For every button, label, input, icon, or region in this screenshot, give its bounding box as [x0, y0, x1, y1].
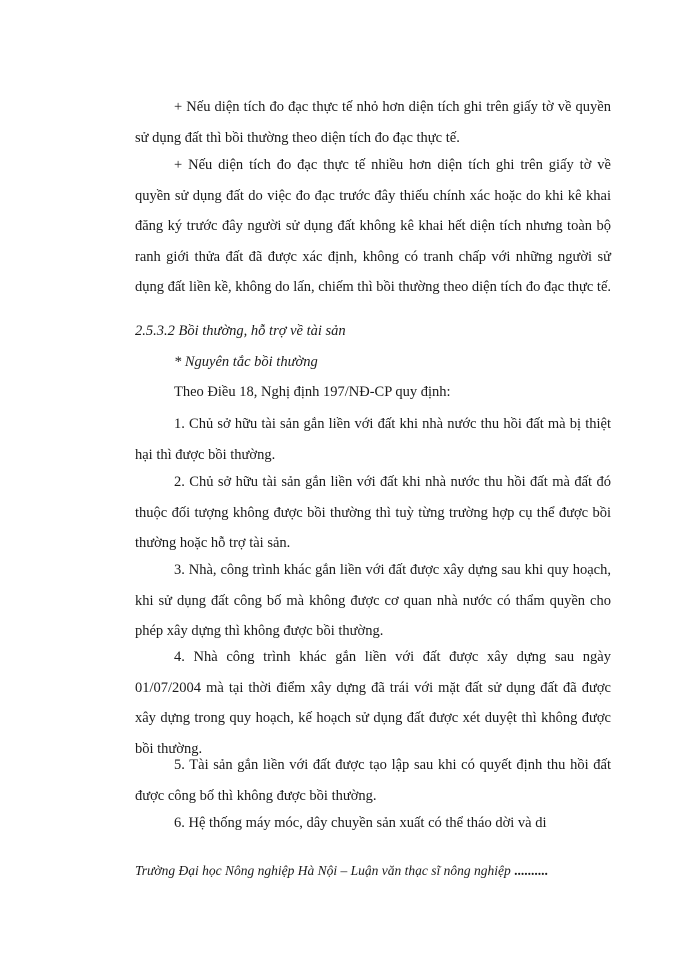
list-item-3: 3. Nhà, công trình khác gắn liền với đất được xây dựng sau khi quy hoạch, khi sử dụng đất công bố mà không được cơ quan nhà nước có thẩm quyền cho phép xây dựng thì không được bồi thường. — [135, 562, 611, 639]
footer-text: Trường Đại học Nông nghiệp Hà Nội – Luận văn thạc sĩ nông nghiệp — [135, 863, 515, 878]
list-item-2: 2. Chủ sở hữu tài sản gắn liền với đất khi nhà nước thu hồi đất mà đất đó thuộc đối tượng không được bồi thường thì tuỳ từng trường hợp cụ thể được bồi thường hoặc hỗ trợ tài sản. — [135, 474, 611, 551]
list-item-1: 1. Chủ sở hữu tài sản gắn liền với đất khi nhà nước thu hồi đất mà bị thiệt hại thì được bồi thường. — [135, 416, 611, 463]
decree-reference: Theo Điều 18, Nghị định 197/NĐ-CP quy định: — [174, 384, 451, 400]
list-item-5: 5. Tài sản gắn liền với đất được tạo lập sau khi có quyết định thu hồi đất được công bố thì không được bồi thường. — [135, 757, 611, 804]
list-item-6: 6. Hệ thống máy móc, dây chuyền sản xuất có thể tháo dời và di — [174, 815, 547, 831]
footer-dots: .......... — [514, 863, 548, 878]
page-footer — [135, 863, 548, 879]
list-item-4: 4. Nhà công trình khác gắn liền với đất được xây dựng sau ngày 01/07/2004 mà tại thời điểm xây dựng đã trái với mặt đất sử dụng đất đã được xây dựng trong quy hoạch, kế hoạch sử dụng đất được xét duyệt thì không được bồi thường. — [135, 649, 611, 757]
paragraph-area-smaller: + Nếu diện tích đo đạc thực tế nhỏ hơn diện tích ghi trên giấy tờ về quyền sử dụng đất thì bồi thường theo diện tích đo đạc thực tế. — [135, 99, 611, 146]
section-heading: 2.5.3.2 Bồi thường, hỗ trợ về tài sản — [135, 323, 346, 339]
sub-heading: * Nguyên tắc bồi thường — [174, 354, 318, 370]
paragraph-area-larger: + Nếu diện tích đo đạc thực tế nhiều hơn diện tích ghi trên giấy tờ về quyền sử dụng đất do việc đo đạc trước đây thiếu chính xác hoặc do khi kê khai đăng ký trước đây người sử dụng đất không kê khai hết diện tích nhưng toàn bộ ranh giới thửa đất đã được xác định, không có tranh chấp với những người sử dụng đất liền kề, không do lấn, chiếm thì bồi thường theo diện tích đo đạc thực tế. — [135, 157, 612, 295]
